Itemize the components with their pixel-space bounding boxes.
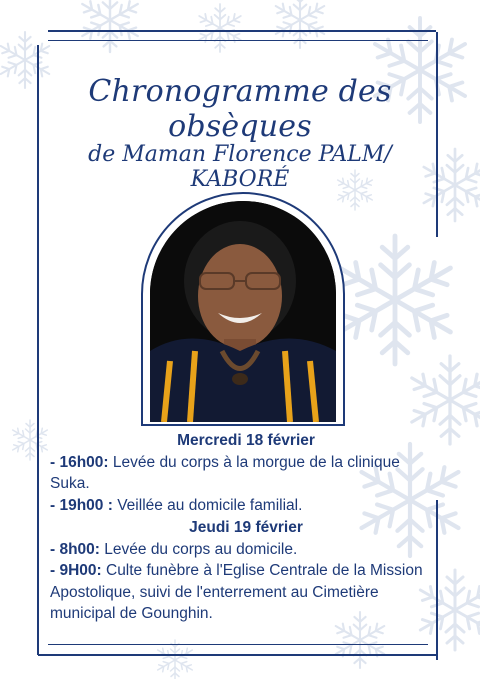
schedule-day1	[50, 430, 442, 516]
frame-top-line	[48, 30, 436, 32]
event-prefix: -	[50, 496, 60, 514]
event-prefix: -	[50, 453, 60, 471]
page-title: Chronogramme des obsèques	[88, 74, 392, 144]
event-time: 16h00:	[59, 453, 109, 471]
event-prefix: -	[50, 540, 60, 558]
day-heading: Jeudi 19 février	[189, 519, 303, 536]
snowflake-icon	[155, 640, 194, 679]
event-time: 19h00 :	[59, 496, 113, 514]
event-text: Veillée au domicile familial.	[112, 496, 303, 514]
event-time: 8h00:	[59, 540, 100, 558]
frame-bottom-line-2	[38, 654, 438, 656]
day-heading: Mercredi 18 février	[177, 432, 315, 449]
schedule-event	[50, 539, 442, 561]
event-time: 9H00:	[59, 562, 102, 579]
snowflake-icon	[197, 4, 244, 52]
schedule-event	[50, 560, 442, 625]
event-text: Culte funèbre à l'Eglise Centrale de la Mission Apostolique, suivi de l'enterrement au Cimetière municipal de Gounghin.	[50, 562, 423, 622]
portrait-frame	[141, 192, 345, 426]
frame-bottom-line	[48, 644, 428, 645]
snowflake-icon	[79, 0, 142, 52]
snowflake-icon	[332, 236, 457, 364]
schedule-day2	[50, 517, 442, 625]
frame-left-line	[37, 45, 39, 655]
event-text: Levée du corps au domicile.	[99, 540, 298, 558]
schedule-event	[50, 495, 442, 517]
frame-top-line-2	[48, 40, 428, 41]
page-subtitle: de Maman Florence PALM/ KABORÉ	[88, 142, 392, 192]
portrait-photo	[150, 201, 336, 422]
schedule-event	[50, 452, 442, 495]
snowflake-icon	[10, 420, 49, 460]
event-prefix: -	[50, 562, 60, 579]
event-text: Levée du corps à la morgue de la clinique Suka.	[50, 453, 400, 492]
